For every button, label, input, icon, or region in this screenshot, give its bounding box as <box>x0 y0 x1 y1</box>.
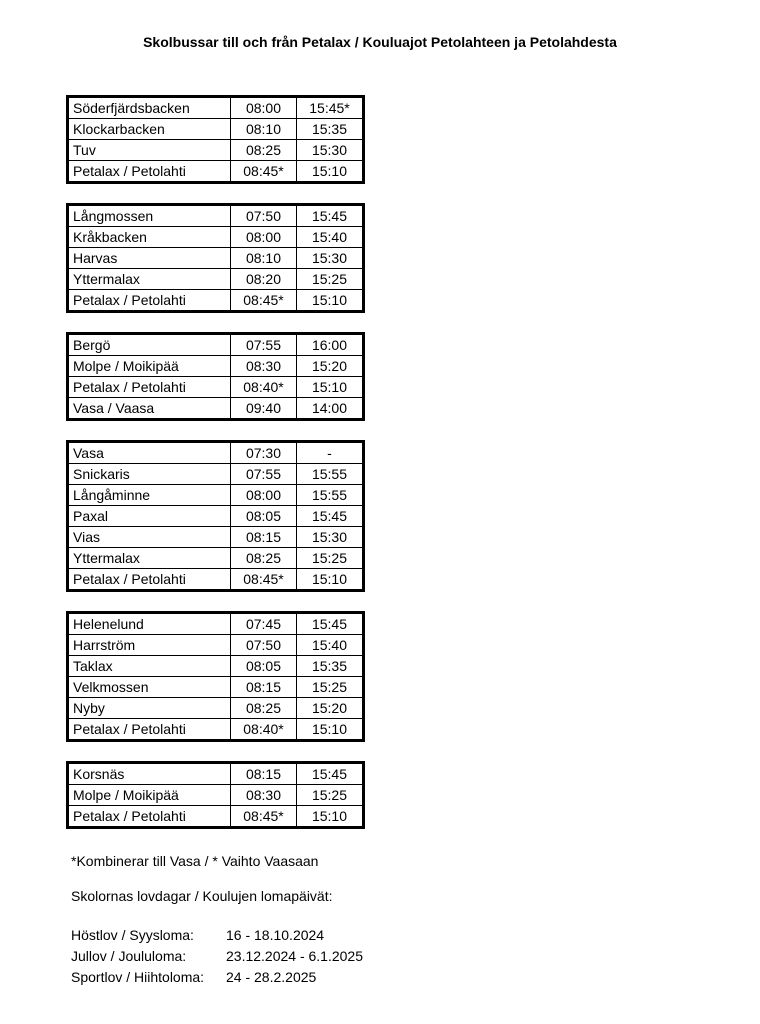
route-table <box>66 440 365 592</box>
stop-name: Yttermalax <box>68 269 231 290</box>
morning-time: 08:45* <box>231 569 297 591</box>
afternoon-time: 15:55 <box>297 485 364 506</box>
stop-name: Långåminne <box>68 485 231 506</box>
route-table <box>66 332 365 421</box>
stop-name: Vasa / Vaasa <box>68 398 231 420</box>
schedule-row <box>68 464 364 485</box>
afternoon-time: 15:45* <box>297 97 364 119</box>
stop-name: Taklax <box>68 656 231 677</box>
stop-name: Petalax / Petolahti <box>68 806 231 828</box>
schedule-row <box>68 248 364 269</box>
afternoon-time: 15:35 <box>297 119 364 140</box>
morning-time: 08:20 <box>231 269 297 290</box>
schedule-row <box>68 377 364 398</box>
schedule-row <box>68 785 364 806</box>
morning-time: 08:00 <box>231 227 297 248</box>
schedule-row <box>68 613 364 635</box>
stop-name: Molpe / Moikipää <box>68 785 231 806</box>
morning-time: 08:05 <box>231 656 297 677</box>
afternoon-time: 15:25 <box>297 677 364 698</box>
afternoon-time: 15:20 <box>297 356 364 377</box>
holidays-heading: Skolornas lovdagar / Koulujen lomapäivät: <box>71 888 333 904</box>
morning-time: 08:15 <box>231 677 297 698</box>
route-table <box>66 95 365 184</box>
stop-name: Vasa <box>68 442 231 464</box>
schedule-row <box>68 398 364 420</box>
holiday-list <box>71 925 751 988</box>
afternoon-time: 14:00 <box>297 398 364 420</box>
schedule-row <box>68 485 364 506</box>
afternoon-time: 15:20 <box>297 698 364 719</box>
afternoon-time: 15:45 <box>297 205 364 227</box>
morning-time: 08:45* <box>231 290 297 312</box>
schedule-row <box>68 334 364 356</box>
morning-time: 08:00 <box>231 97 297 119</box>
morning-time: 07:55 <box>231 464 297 485</box>
afternoon-time: 15:30 <box>297 140 364 161</box>
stop-name: Paxal <box>68 506 231 527</box>
stop-name: Petalax / Petolahti <box>68 161 231 183</box>
afternoon-time: 15:35 <box>297 656 364 677</box>
afternoon-time: 15:25 <box>297 548 364 569</box>
afternoon-time: - <box>297 442 364 464</box>
holiday-dates: 16 - 18.10.2024 <box>226 927 325 943</box>
morning-time: 08:05 <box>231 506 297 527</box>
schedule-row <box>68 140 364 161</box>
morning-time: 08:40* <box>231 719 297 741</box>
route-table <box>66 761 365 829</box>
stop-name: Harvas <box>68 248 231 269</box>
afternoon-time: 15:25 <box>297 269 364 290</box>
afternoon-time: 15:45 <box>297 506 364 527</box>
stop-name: Korsnäs <box>68 763 231 785</box>
stop-name: Nyby <box>68 698 231 719</box>
afternoon-time: 16:00 <box>297 334 364 356</box>
schedule-row <box>68 97 364 119</box>
holiday-name: Sportlov / Hiihtoloma: <box>71 969 205 985</box>
stop-name: Harrström <box>68 635 231 656</box>
schedule-row <box>68 506 364 527</box>
schedule-row <box>68 719 364 741</box>
stop-name: Petalax / Petolahti <box>68 377 231 398</box>
afternoon-time: 15:10 <box>297 290 364 312</box>
stop-name: Petalax / Petolahti <box>68 569 231 591</box>
morning-time: 08:10 <box>231 248 297 269</box>
afternoon-time: 15:10 <box>297 161 364 183</box>
schedule-row <box>68 119 364 140</box>
morning-time: 08:15 <box>231 527 297 548</box>
schedule-row <box>68 527 364 548</box>
schedule-row <box>68 635 364 656</box>
afternoon-time: 15:45 <box>297 763 364 785</box>
stop-name: Tuv <box>68 140 231 161</box>
stop-name: Yttermalax <box>68 548 231 569</box>
holiday-row <box>71 946 751 967</box>
stop-name: Helenelund <box>68 613 231 635</box>
morning-time: 07:30 <box>231 442 297 464</box>
stop-name: Velkmossen <box>68 677 231 698</box>
morning-time: 08:45* <box>231 161 297 183</box>
morning-time: 07:50 <box>231 635 297 656</box>
morning-time: 08:25 <box>231 140 297 161</box>
schedule-row <box>68 548 364 569</box>
stop-name: Molpe / Moikipää <box>68 356 231 377</box>
schedule-row <box>68 763 364 785</box>
morning-time: 08:10 <box>231 119 297 140</box>
morning-time: 09:40 <box>231 398 297 420</box>
afternoon-time: 15:25 <box>297 785 364 806</box>
holiday-name: Höstlov / Syysloma: <box>71 927 194 943</box>
stop-name: Vias <box>68 527 231 548</box>
stop-name: Klockarbacken <box>68 119 231 140</box>
afternoon-time: 15:40 <box>297 227 364 248</box>
schedule-row <box>68 161 364 183</box>
holiday-name: Jullov / Joululoma: <box>71 948 187 964</box>
stop-name: Långmossen <box>68 205 231 227</box>
footnote: *Kombinerar till Vasa / * Vaihto Vaasaan <box>71 853 319 869</box>
holiday-row <box>71 967 751 988</box>
schedule-row <box>68 442 364 464</box>
morning-time: 08:00 <box>231 485 297 506</box>
morning-time: 08:30 <box>231 356 297 377</box>
afternoon-time: 15:55 <box>297 464 364 485</box>
notes-section <box>71 851 751 988</box>
stop-name: Bergö <box>68 334 231 356</box>
schedule-row <box>68 806 364 828</box>
schedule-row <box>68 205 364 227</box>
schedule-row <box>68 677 364 698</box>
schedule-row <box>68 656 364 677</box>
stop-name: Kråkbacken <box>68 227 231 248</box>
holiday-dates: 24 - 28.2.2025 <box>226 969 317 985</box>
schedule-row <box>68 698 364 719</box>
afternoon-time: 15:30 <box>297 527 364 548</box>
afternoon-time: 15:10 <box>297 719 364 741</box>
morning-time: 08:25 <box>231 548 297 569</box>
stop-name: Petalax / Petolahti <box>68 290 231 312</box>
afternoon-time: 15:40 <box>297 635 364 656</box>
route-table <box>66 203 365 313</box>
route-tables <box>66 95 365 848</box>
morning-time: 08:45* <box>231 806 297 828</box>
stop-name: Snickaris <box>68 464 231 485</box>
stop-name: Petalax / Petolahti <box>68 719 231 741</box>
morning-time: 08:25 <box>231 698 297 719</box>
schedule-row <box>68 356 364 377</box>
morning-time: 07:50 <box>231 205 297 227</box>
holiday-dates: 23.12.2024 - 6.1.2025 <box>226 948 364 964</box>
holiday-row <box>71 925 751 946</box>
schedule-row <box>68 569 364 591</box>
afternoon-time: 15:30 <box>297 248 364 269</box>
afternoon-time: 15:10 <box>297 569 364 591</box>
morning-time: 07:45 <box>231 613 297 635</box>
morning-time: 08:15 <box>231 763 297 785</box>
afternoon-time: 15:45 <box>297 613 364 635</box>
route-table <box>66 611 365 742</box>
morning-time: 07:55 <box>231 334 297 356</box>
morning-time: 08:30 <box>231 785 297 806</box>
schedule-row <box>68 227 364 248</box>
stop-name: Söderfjärdsbacken <box>68 97 231 119</box>
afternoon-time: 15:10 <box>297 377 364 398</box>
morning-time: 08:40* <box>231 377 297 398</box>
schedule-row <box>68 290 364 312</box>
page-title: Skolbussar till och från Petalax / Kouluajot Petolahteen ja Petolahdesta <box>143 34 617 50</box>
afternoon-time: 15:10 <box>297 806 364 828</box>
schedule-row <box>68 269 364 290</box>
